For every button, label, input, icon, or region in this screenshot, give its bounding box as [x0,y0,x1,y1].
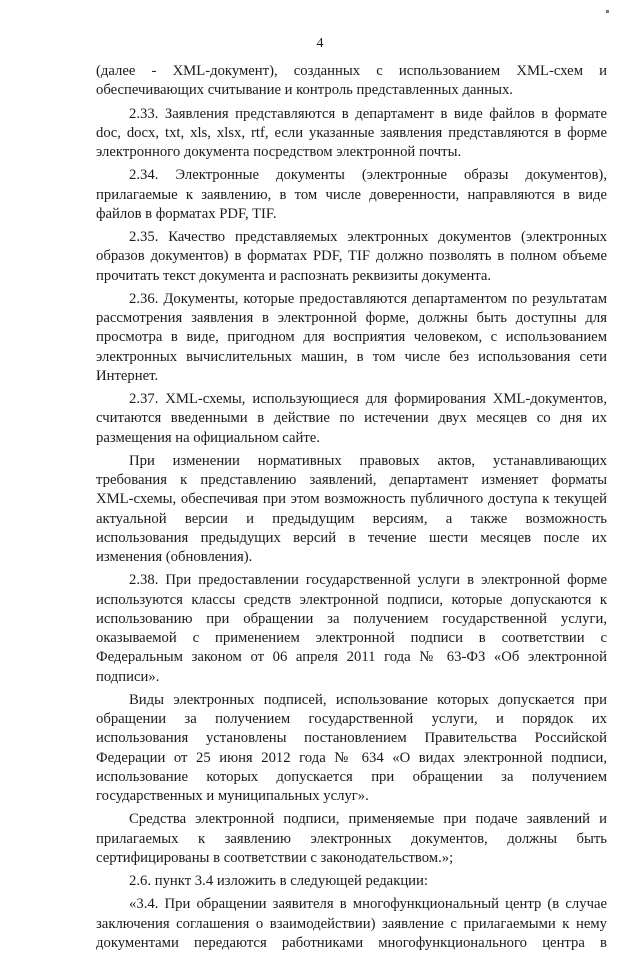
text-line: файлов в форматах PDF, TIF. [96,205,277,222]
document-body [96,62,607,953]
text-line: рассмотрения заявления в электронной форме, должны быть доступны для [96,310,607,326]
text-line: обеспечивающих считывание и контроль представленных данных. [96,82,513,99]
paragraph [96,166,607,224]
paragraph [96,228,607,286]
text-line: изменения (обновления). [96,549,253,565]
text-line: 2.6. пункт 3.4 изложить в следующей редакции: [129,873,428,889]
text-line: прилагаемые к заявлению, в том числе доверенности, направляются в виде [96,186,607,203]
paragraph [96,691,607,807]
text-line: использованию при обращении за получением государственной услуги, [96,610,607,627]
text-line: используются классы средств электронной подписи, которые допускаются к [96,591,607,608]
paragraph [96,290,607,386]
text-line: размещения на официальном сайте. [96,429,320,446]
text-line: обращении за получением государственной услуги, и порядок их [96,711,607,727]
text-line: актуальной версии и предыдущим версиям, а также возможность [96,510,607,527]
text-line: 2.37. XML-схемы, использующиеся для формирования XML-документов, [129,391,607,407]
text-line: 2.38. При предоставлении государственной услуги в электронной форме [129,572,607,589]
text-line: 2.33. Заявления представляются в департамент в виде файлов в формате [129,105,607,122]
paragraph [96,105,607,163]
scan-mark [606,10,609,13]
text-line: считаются введенными в действие по истечении двух месяцев со дня их [96,410,607,427]
text-line: Средства электронной подписи, применяемые при подаче заявлений и [129,811,607,828]
text-line: doc, docx, txt, xls, xlsx, rtf, если указанные заявления представляются в форме [96,124,607,141]
text-line: Интернет. [96,367,159,384]
text-line: XML-схемы, обеспечивая при этом возможность публичного доступа к текущей [96,491,607,508]
text-line: 2.36. Документы, которые предоставляются департаментом по результатам [129,290,607,307]
text-line: 2.35. Качество представляемых электронных документов (электронных [129,229,607,245]
text-line: При изменении нормативных правовых актов, устанавливающих [129,452,607,469]
text-line: Виды электронных подписей, использование которых допускается при [129,691,607,708]
text-line: Федерации от 25 июня 2012 года № 634 «О видах электронной подписи, [96,749,607,766]
text-line: «3.4. При обращении заявителя в многофункциональный центр (в случае [129,896,607,913]
text-line: образов документов) в форматах PDF, TIF должно позволять в полном объеме [96,248,607,265]
paragraph [96,872,607,891]
paragraph [96,390,607,448]
text-line: использования предыдущих версий в течение шести месяцев после их [96,529,607,546]
paragraph [96,62,607,101]
page-number: 4 [316,36,324,51]
text-line: электронного документа посредством электронной почты. [96,144,462,160]
text-line: подписи». [96,668,160,685]
text-line: использования установлены постановлением Правительства Российской [96,730,607,747]
text-line: электронных вычислительных машин, в том числе без использования сети [96,348,607,365]
text-line: оказываемой с применением электронной подписи в соответствии с [96,630,607,646]
text-line: заключения соглашения о взаимодействии) заявление с прилагаемыми к нему [96,915,607,932]
text-line: сертифицированы в соответствии с законодательством.»; [96,849,454,866]
paragraph [96,452,607,568]
paragraph [96,810,607,868]
paragraph [96,571,607,687]
text-line: использование которых допускается при обращении за получением [96,768,607,785]
text-line: просмотра в виде, пригодном для восприятия человеком, с использованием [96,329,607,346]
text-line: документами передаются работниками многофункционального центра в [96,934,607,951]
text-line: прилагаемых к заявлению электронных документов, должны быть [96,830,607,847]
text-line: Федеральным законом от 06 апреля 2011 года № 63-ФЗ «Об электронной [96,649,607,666]
text-line: (далее - XML-документ), созданных с использованием XML-схем и [96,63,607,79]
text-line: государственных и муниципальных услуг». [96,788,369,804]
text-line: требования к представлению заявлений, департамент изменяет форматы [96,472,607,488]
paragraph [96,895,607,953]
text-line: 2.34. Электронные документы (электронные образы документов), [129,167,607,184]
text-line: прочитать текст документа и распознать реквизиты документа. [96,267,492,284]
